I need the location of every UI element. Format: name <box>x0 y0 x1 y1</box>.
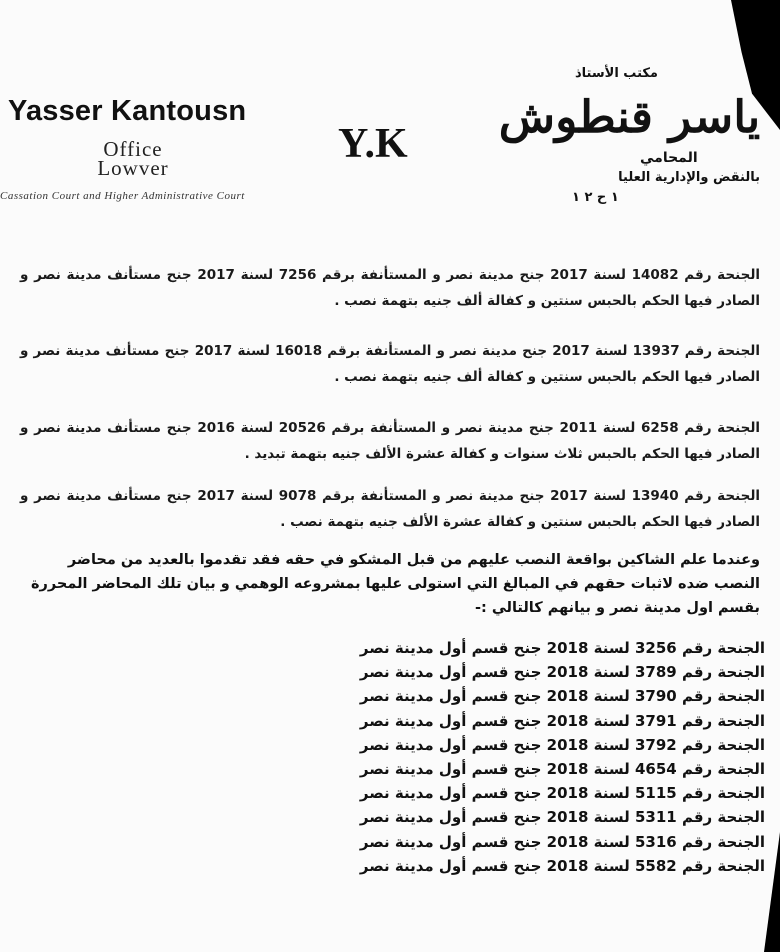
case-paragraph: الجنحة رقم 6258 لسنة 2011 جنح مدينة نصر و المستأنفة برقم 20526 لسنة 2016 جنح مستأنف مدينة نصر و الصادر فيها الحكم بالحبس ثلاث سنوات و كفالة عشرة الألف جنيه بتهمة تبديد . <box>20 420 761 462</box>
letterhead-monogram: Y.K <box>338 121 408 167</box>
letterhead-name-en: Yasser Kantousn <box>8 95 247 127</box>
list-item: الجنحة رقم 5316 لسنة 2018 جنح قسم أول مدينة نصر <box>359 832 765 851</box>
list-item: الجنحة رقم 3792 لسنة 2018 جنح قسم أول مدينة نصر <box>359 735 765 754</box>
list-item: الجنحة رقم 5115 لسنة 2018 جنح قسم أول مدينة نصر <box>359 784 765 803</box>
letterhead-ar-small: ١ ح ٢ ١ <box>572 190 619 205</box>
case-list <box>295 636 765 878</box>
list-item: الجنحة رقم 5311 لسنة 2018 جنح قسم أول مدينة نصر <box>359 808 765 827</box>
complaints-paragraph: وعندما علم الشاكين بواقعة النصب عليهم من قبل المشكو في حقه فقد تقدموا بالعديد من محاضر النصب ضده لاثبات حقهم في المبالغ التي استولى عليها بمشروعه الوهمي و بيان تلك المحاضر المحررة بقسم اول مدينة نصر و بيانهم كالتالي :- <box>30 552 760 616</box>
list-item: الجنحة رقم 3791 لسنة 2018 جنح قسم أول مدينة نصر <box>359 711 765 730</box>
list-item: الجنحة رقم 3789 لسنة 2018 جنح قسم أول مدينة نصر <box>359 663 765 682</box>
list-item: الجنحة رقم 5582 لسنة 2018 جنح قسم أول مدينة نصر <box>359 856 765 875</box>
list-item: الجنحة رقم 3256 لسنة 2018 جنح قسم أول مدينة نصر <box>359 639 765 657</box>
case-paragraph: الجنحة رقم 13937 لسنة 2017 جنح مدينة نصر و المستأنفة برقم 16018 لسنة 2017 جنح مستأنف مدينة نصر و الصادر فيها الحكم بالحبس سنتين و كفالة ألف جنيه بتهمة نصب . <box>20 343 761 385</box>
case-paragraph: الجنحة رقم 13940 لسنة 2017 جنح مدينة نصر و المستأنفة برقم 9078 لسنة 2017 جنح مستأنف مدينة نصر و الصادر فيها الحكم بالحبس سنتين و كفالة عشرة الألف جنيه بتهمة نصب . <box>20 488 761 530</box>
letterhead-subtitle-en: Cassation Court and Higher Administrative Court <box>0 190 245 202</box>
letterhead-ar-name: ياسر قنطوش <box>498 92 761 143</box>
letterhead-ar-title: المحامي <box>640 150 698 166</box>
letterhead-ar-subtitle: بالنقض والإدارية العليا <box>618 170 760 185</box>
letterhead-office-en: Office Lowver <box>97 137 169 180</box>
list-item: الجنحة رقم 3790 لسنة 2018 جنح قسم أول مدينة نصر <box>359 687 765 706</box>
scan-shadow-edge <box>764 832 780 952</box>
case-paragraph: الجنحة رقم 14082 لسنة 2017 جنح مدينة نصر و المستأنفة برقم 7256 لسنة 2017 جنح مستأنف مدينة نصر و الصادر فيها الحكم بالحبس سنتين و كفالة ألف جنيه بتهمة نصب . <box>20 267 761 309</box>
letterhead-ar-top: مكتب الأستاذ <box>575 66 658 81</box>
list-item: الجنحة رقم 4654 لسنة 2018 جنح قسم أول مدينة نصر <box>359 759 765 778</box>
